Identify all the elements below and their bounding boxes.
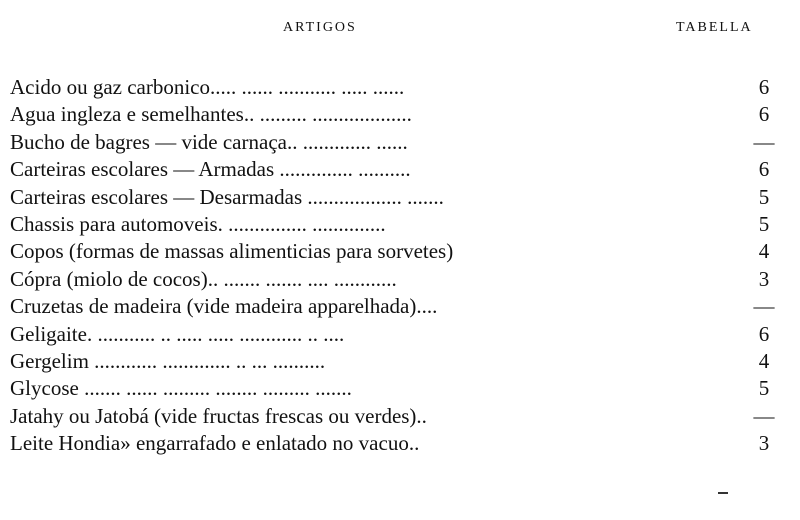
table-row xyxy=(10,129,790,156)
table-row xyxy=(10,211,790,238)
column-header-artigos: ARTIGOS xyxy=(283,20,357,35)
article-name: Glycose ....... ...... ......... ........ ......... ....... xyxy=(10,376,352,401)
tabella-value: 3 xyxy=(758,266,770,291)
table-row xyxy=(10,266,790,293)
tabella-value: — xyxy=(753,294,775,319)
table-row xyxy=(10,293,790,320)
tabella-value: 6 xyxy=(758,157,770,182)
table-row xyxy=(10,375,790,402)
table-row xyxy=(10,156,790,183)
article-name: Cruzetas de madeira (vide madeira apparelhada).... xyxy=(10,294,438,319)
tabella-value: 6 xyxy=(758,75,770,99)
table-row xyxy=(10,238,790,265)
article-name: Bucho de bagres — vide carnaça.. ............. ...... xyxy=(10,129,408,154)
article-name: Gergelim ............ ............. .. ... .......... xyxy=(10,348,326,373)
stray-mark xyxy=(718,492,728,494)
article-name: Carteiras escolares — Armadas .............. .......... xyxy=(10,157,411,182)
tabella-value: 3 xyxy=(758,431,770,456)
article-name: Copos (formas de massas alimenticias para sorvetes) xyxy=(10,239,454,264)
table-row xyxy=(10,101,790,128)
tabella-value: — xyxy=(753,403,775,428)
tabella-value: 4 xyxy=(758,348,770,373)
table-header xyxy=(0,20,800,44)
column-header-tabella: TABELLA xyxy=(676,20,753,35)
article-name: Acido ou gaz carbonico..... ...... ........... ..... ...... xyxy=(10,75,405,99)
tariff-table xyxy=(10,74,790,457)
table-row xyxy=(10,430,790,457)
article-name: Cópra (miolo de cocos).. ....... ....... .... ............ xyxy=(10,266,397,291)
table-row xyxy=(10,348,790,375)
article-name: Agua ingleza e semelhantes.. ......... ................... xyxy=(10,102,412,127)
article-name: Leite Hondia» engarrafado e enlatado no vacuo.. xyxy=(10,431,420,456)
table-row xyxy=(10,321,790,348)
article-name: Chassis para automoveis. ............... .............. xyxy=(10,211,386,236)
tabella-value: 6 xyxy=(758,102,770,127)
article-name: Jatahy ou Jatobá (vide fructas frescas ou verdes).. xyxy=(10,403,427,428)
tabella-value: 5 xyxy=(758,184,770,209)
table-row xyxy=(10,74,790,101)
tabella-value: 5 xyxy=(758,211,770,236)
table-row xyxy=(10,184,790,211)
tabella-value: — xyxy=(753,129,775,154)
article-name: Geligaite. ........... .. ..... ..... ............ .. .... xyxy=(10,321,345,346)
tabella-value: 5 xyxy=(758,376,770,401)
tabella-value: 6 xyxy=(758,321,770,346)
article-name: Carteiras escolares — Desarmadas .................. ....... xyxy=(10,184,444,209)
table-row xyxy=(10,403,790,430)
tabella-value: 4 xyxy=(758,239,770,264)
